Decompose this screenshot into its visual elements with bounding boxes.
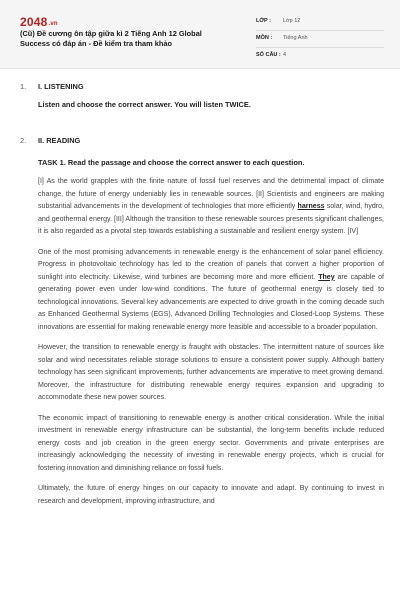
meta-value: Tiếng Anh [283, 35, 308, 41]
section-heading: II. READING [38, 136, 81, 145]
paragraph-text: are capable of generating power even under low-wind conditions. The future of geothermal energy is closely tied to technological innovations. Several key advancements are expected to drive growth in the coming decade such as Enhanced Geothermal Systems (EGS), Advanced Drilling Technologies and Closed-Loop Systems. These innovations are essential for making renewable energy more feasible and accessible to a broader population. [38, 273, 385, 331]
task-instruction: TASK 1. Read the passage and choose the correct answer to each question. [38, 158, 305, 167]
meta-label: MÔN : [256, 35, 273, 41]
meta-value: 4 [283, 52, 287, 58]
passage-paragraph-2 [38, 247, 384, 335]
meta-row-grade [256, 14, 384, 31]
passage-paragraph-1 [38, 176, 384, 239]
page-header [0, 0, 400, 69]
paragraph-text: Ultimately, the future of energy hinges on our capacity to innovate and adapt. By continuing to invest in research and development, improving infrastructure, and [38, 485, 384, 505]
site-logo[interactable] [20, 15, 58, 29]
section-number: 2. [20, 136, 27, 145]
meta-row-subject [256, 31, 384, 48]
paragraph-text: However, the transition to renewable energy is fraught with obstacles. The intermittent nature of sources like solar and wind necessitates reliable storage solutions to ensure a consistent power supply. Although battery technology has seen significant improvements, further advancements are imperative to meet growing demand. Moreover, the infrastructure for distributing renewable energy requires expansion and upgrading to accommodate these new power sources. [38, 344, 384, 401]
meta-value: Lớp 12 [283, 18, 301, 24]
passage-paragraph-3 [38, 342, 384, 405]
document-meta [256, 14, 384, 64]
underlined-word: harness [297, 203, 325, 210]
section-listening [20, 82, 384, 110]
document-content [20, 82, 384, 508]
underlined-word: They [318, 273, 335, 281]
section-reading [20, 136, 384, 508]
section-instruction: Listen and choose the correct answer. You will listen TWICE. [38, 100, 251, 109]
paragraph-text: solar, wind, hydro, and geothermal energy. [III] Although the transition to these renewable sources presents significant challenges, it is also regarded as a pivotal step towards establishing a sustainable and resilient energy system. [IV] [38, 203, 384, 235]
section-number: 1. [20, 82, 27, 91]
logo-text: 2048 [20, 15, 48, 29]
meta-row-question-count [256, 48, 384, 64]
meta-label: LỚP : [256, 18, 271, 24]
document-title: (Cũ) Đề cương ôn tập giữa kì 2 Tiếng Anh 12 Global Success có đáp án - Đề kiểm tra tham khảo [20, 29, 202, 48]
meta-label: SỐ CÂU : [256, 52, 281, 58]
paragraph-text: The economic impact of transitioning to renewable energy is another critical consideration. While the initial investment in renewable energy infrastructure can be substantial, the long-term benefits include reduced energy costs and job creation in the green energy sector. Governments and private enterprises are increasingly acknowledging the necessity of investing in renewable energy projects, which is crucial for fostering innovation and diminishing reliance on fossil fuels. [38, 414, 384, 472]
passage-paragraph-5 [38, 483, 384, 508]
paragraph-text: [I] As the world grapples with the finite nature of fossil fuel reserves and the detrimental impact of climate change, the future of energy undeniably lies in renewable sources. [II] Scientists and engineers are making substantial advancements in the development of technologies that more efficiently [38, 178, 384, 210]
paragraph-text: One of the most promising advancements in renewable energy is the enhancement of solar panel efficiency. Progress in photovoltaic technology has led to the creation of panels that convert a higher proportion of sunlight into electricity. Likewise, wind turbines are becoming more and more efficient. [38, 248, 384, 281]
passage-paragraph-4 [38, 413, 384, 476]
section-heading: I. LISTENING [38, 82, 84, 91]
logo-suffix: .vn [48, 21, 58, 27]
